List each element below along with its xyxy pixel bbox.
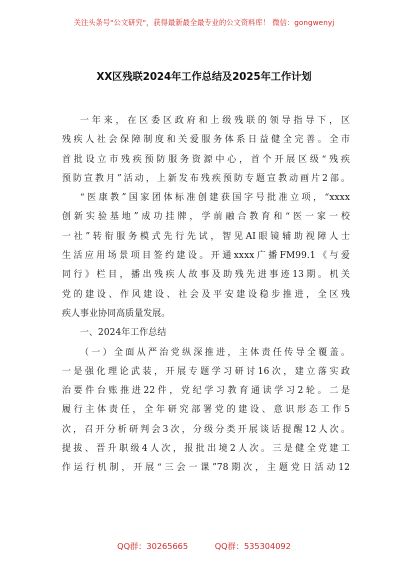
body-line: 残疾人社会保障制度和关爱服务体系日益健全完善。全市 [62,135,350,146]
body-line: 一年来，在区委区政府和上级残联的领导指导下，区 [80,116,350,126]
body-line: 预防宣教月”活动，上新发布残疾预防专题宣教动画片2部。 [62,173,350,184]
body-line: 创新实验基地”成功挂牌，学前融合教育和“医一家一校 [62,212,350,223]
body-line: 履行主体责任，全年研究部署党的建设、意识形态工作5 [62,405,350,416]
body-line: 次，召开分析研判会3次，分级分类开展谈话提醒12人次。 [62,424,350,435]
body-line: 党的建设、作风建设、社会及平安建设稳步推进，全区残 [62,289,350,300]
subsection-heading: （一）全面从严治党纵深推进，主体责任传导全覆盖。 [80,347,350,358]
body-line: 疾人事业协同高质量发展。 [62,308,171,319]
body-line: 同行》栏目，播出残疾人故事及助残先进事迹13期。机关 [62,270,350,281]
footer-contact [0,541,408,552]
section-heading: 一、2024年工作总结 [80,328,167,339]
qq-group-2: QQ群：535304092 [214,541,291,551]
qq-group-1: QQ群：30265665 [117,541,189,551]
body-line: 一是强化理论武装，开展专题学习研讨16次，建立落实政 [62,366,350,377]
body-line: 作运行机制，开展“三会一课”78期次，主题党日活动12 [62,463,350,474]
document-title: XX区残联2024年工作总结及2025年工作计划 [96,72,312,83]
promo-banner: 关注头条号"公文研究"，获得最新最全最专业的公文资料库！ 微信：gongwenyj [73,18,335,27]
document-body [62,112,350,479]
body-line: “医康教”国家团体标准创建获国字号批准立项，“xxxx [80,193,350,204]
body-line: 一社”转衔服务模式先行先试，智见AI眼镜辅助视障人士 [62,231,350,242]
body-line: 生活应用场景项目签约建设。开通xxxx广播FM99.1《与爱 [62,251,350,262]
body-line: 提拔、晋升职级4人次，报批出境2人次。三是健全党建工 [62,444,350,455]
body-line: 治要件台账推进22件，党纪学习教育通读学习2轮。二是 [62,386,350,397]
body-line: 首批设立市残疾预防服务资源中心，首个开展区级“残疾 [62,154,350,165]
